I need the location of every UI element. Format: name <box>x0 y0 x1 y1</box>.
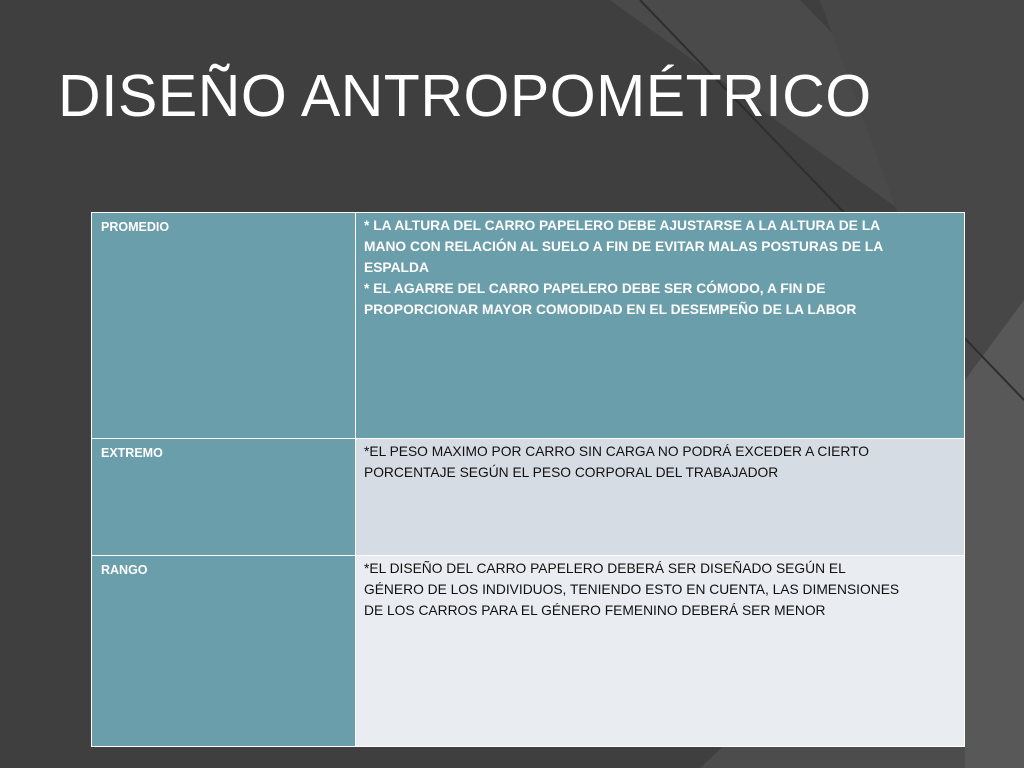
table-row-extremo <box>92 439 965 556</box>
content-line: DE LOS CARROS PARA EL GÉNERO FEMENINO DEBERÁ SER MENOR <box>364 603 826 618</box>
content-line: *EL PESO MAXIMO POR CARRO SIN CARGA NO PODRÁ EXCEDER A CIERTO <box>364 444 869 459</box>
slide-title: DISEÑO ANTROPOMÉTRICO <box>58 63 872 129</box>
content-line: ESPALDA <box>364 260 429 275</box>
row-label-extremo: EXTREMO <box>92 439 356 556</box>
content-line: GÉNERO DE LOS INDIVIDUOS, TENIENDO ESTO EN CUENTA, LAS DIMENSIONES <box>364 582 900 597</box>
table-row-rango <box>92 556 965 747</box>
content-line: * LA ALTURA DEL CARRO PAPELERO DEBE AJUSTARSE A LA ALTURA DE LA <box>364 218 881 233</box>
content-line: * EL AGARRE DEL CARRO PAPELERO DEBE SER CÓMODO, A FIN DE <box>364 281 826 296</box>
anthropometric-design-table <box>91 212 965 747</box>
row-label-rango: RANGO <box>92 556 356 747</box>
row-content-extremo <box>356 439 965 556</box>
content-line: *EL DISEÑO DEL CARRO PAPELERO DEBERÁ SER DISEÑADO SEGÚN EL <box>364 561 846 576</box>
row-content-promedio <box>356 213 965 439</box>
content-line: PROPORCIONAR MAYOR COMODIDAD EN EL DESEMPEÑO DE LA LABOR <box>364 302 857 317</box>
row-label-promedio: PROMEDIO <box>92 213 356 439</box>
table-row-promedio <box>92 213 965 439</box>
row-content-rango <box>356 556 965 747</box>
content-line: MANO CON RELACIÓN AL SUELO A FIN DE EVITAR MALAS POSTURAS DE LA <box>364 239 884 254</box>
content-line: PORCENTAJE SEGÚN EL PESO CORPORAL DEL TRABAJADOR <box>364 465 779 480</box>
